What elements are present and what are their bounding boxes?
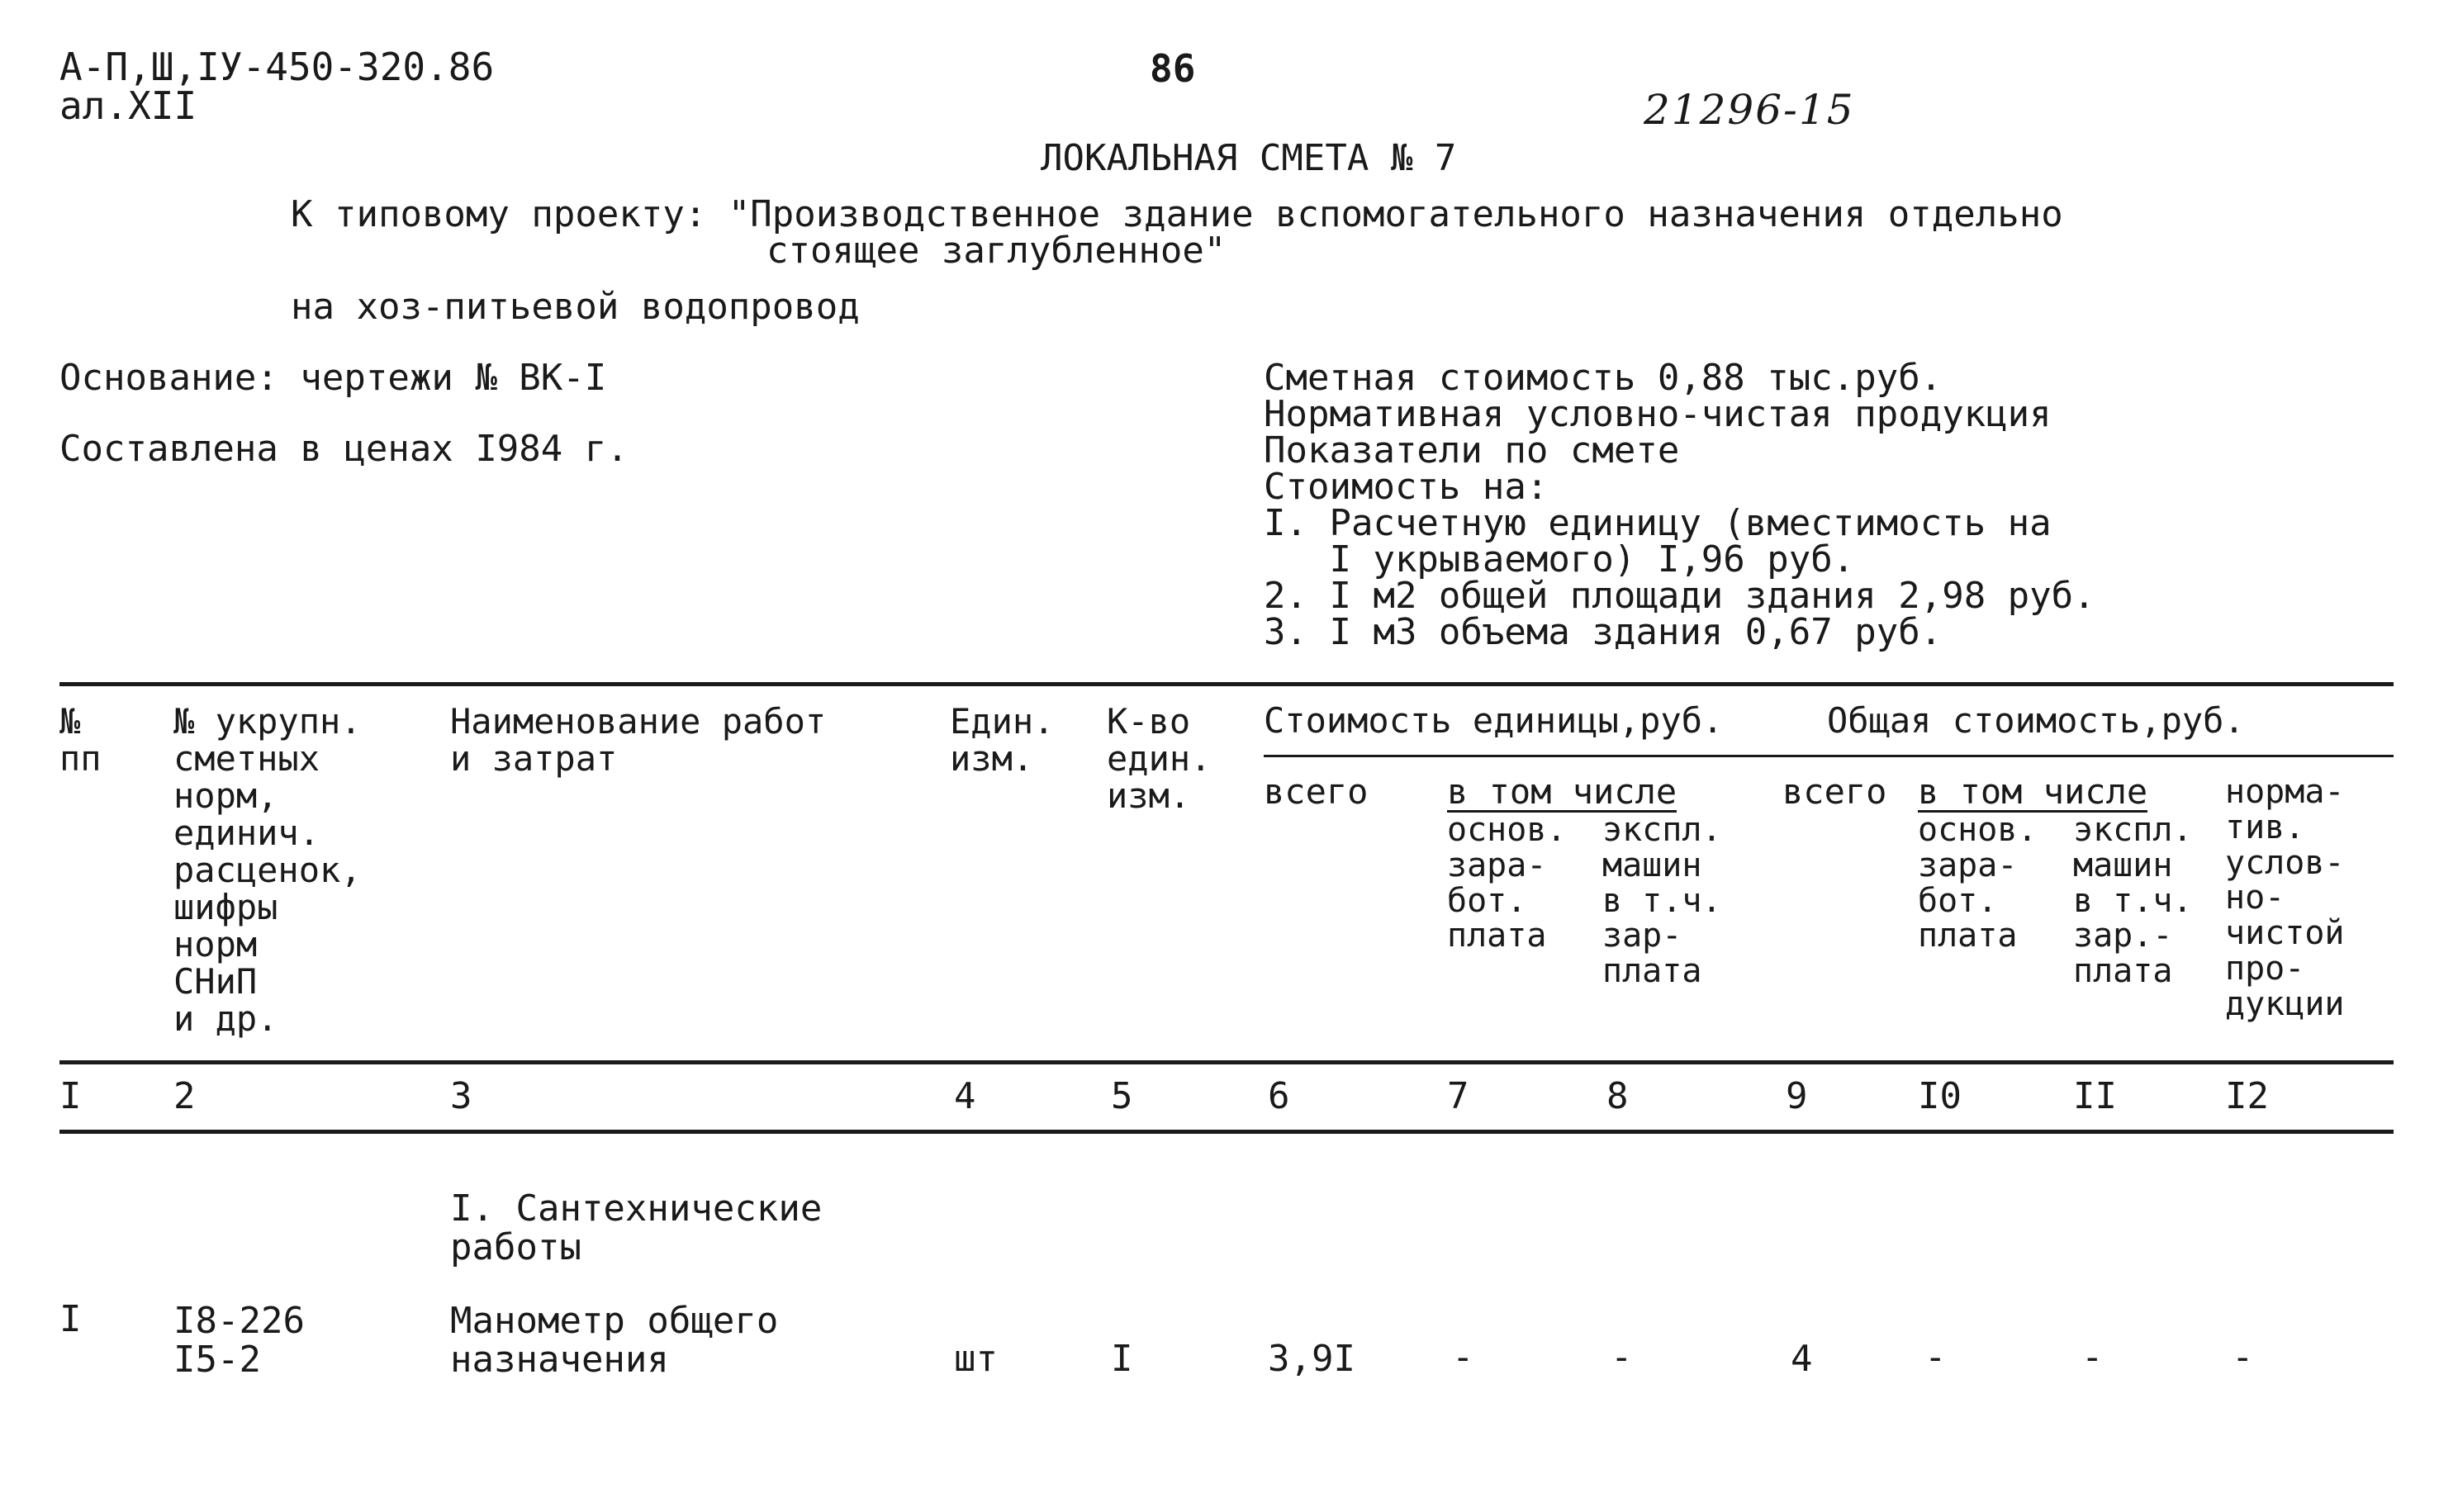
- column-number: 9: [1786, 1075, 1808, 1117]
- summary-line: 3. I м3 объема здания 0,67 руб.: [1264, 611, 1943, 653]
- header-tot-mach: экспл. машин в т.ч. зар.- плата: [2073, 811, 2193, 991]
- header-tot-norm: норма- тив. услов- но- чистой про- дукции: [2225, 773, 2345, 1023]
- row-unit-mach: -: [1611, 1336, 1633, 1378]
- row-num: I: [59, 1298, 82, 1340]
- header-unit: Един. изм.: [950, 701, 1055, 779]
- section-title: I. Сантехнические работы: [450, 1187, 823, 1269]
- column-number: I0: [1918, 1075, 1962, 1117]
- row-code: I8-226 I5-2: [173, 1300, 305, 1382]
- summary-line: Сметная стоимость 0,88 тыс.руб.: [1264, 357, 1943, 399]
- summary-line: I. Расчетную единицу (вместимость на: [1264, 502, 2052, 544]
- header-bottom-rule: [59, 1060, 2394, 1064]
- page-number: 86: [1150, 46, 1196, 91]
- header-unit-wage: основ. зара- бот. плата: [1447, 811, 1567, 955]
- column-numbers-rule: [59, 1130, 2394, 1134]
- column-number: I2: [2225, 1075, 2269, 1117]
- header-tot-total: всего: [1782, 771, 1887, 812]
- table-top-rule: [59, 682, 2394, 686]
- row-total: 4: [1791, 1338, 1813, 1380]
- summary-line: Нормативная условно-чистая продукция: [1264, 393, 2052, 435]
- row-total-wage: -: [1924, 1336, 1947, 1378]
- header-qty: К-во един. изм.: [1107, 701, 1212, 816]
- header-unit-cost: Стоимость единицы,руб.: [1264, 700, 1724, 741]
- header-tot-incl: в том числе: [1918, 771, 2148, 812]
- header-unit-mach: экспл. машин в т.ч. зар- плата: [1602, 811, 1722, 991]
- row-total-norm: -: [2232, 1336, 2254, 1378]
- prices-text: Составлена в ценах I984 г.: [59, 428, 629, 470]
- header-total-cost: Общая стоимость,руб.: [1827, 700, 2245, 741]
- doc-album: ал.XII: [59, 83, 197, 128]
- column-number: 3: [450, 1075, 472, 1117]
- column-number: 4: [954, 1075, 976, 1117]
- header-num: № пп: [59, 701, 102, 779]
- summary-line: 2. I м2 общей площади здания 2,98 руб.: [1264, 575, 2095, 617]
- row-name: Манометр общего назначения: [450, 1300, 779, 1382]
- basis-text: Основание: чертежи № ВК-I: [59, 357, 607, 399]
- project-line-1: К типовому проекту: "Производственное здание вспомогательного назначения отдельно: [291, 193, 2063, 235]
- estimate-subject: на хоз-питьевой водопровод: [291, 286, 860, 328]
- project-line-2: стоящее заглубленное": [766, 230, 1227, 272]
- doc-code: А-П,Ш,IУ-450-320.86: [59, 45, 495, 89]
- stamp-number: 21296-15: [1644, 86, 1855, 134]
- row-qty: I: [1111, 1338, 1133, 1380]
- row-total-mach: -: [2081, 1336, 2104, 1378]
- header-name: Наименование работ и затрат: [450, 701, 827, 779]
- summary-line: Показатели по смете: [1264, 429, 1680, 472]
- column-number: II: [2073, 1075, 2117, 1117]
- row-unit-wage: -: [1452, 1336, 1474, 1378]
- page-title: ЛОКАЛЬНАЯ СМЕТА № 7: [1041, 137, 1457, 179]
- cost-group-rule: [1264, 755, 2394, 757]
- column-number: 5: [1111, 1075, 1133, 1117]
- header-unit-total: всего: [1264, 771, 1369, 812]
- column-number: 2: [173, 1075, 196, 1117]
- header-code: № укрупн. сметных норм, единич. расценок, шифры норм СНиП и др.: [173, 701, 362, 1039]
- row-unit-total: 3,9I: [1268, 1338, 1355, 1380]
- column-number: 7: [1447, 1075, 1469, 1117]
- summary-line: Стоимость на:: [1264, 466, 1549, 508]
- summary-line: I укрываемого) I,96 руб.: [1264, 538, 1855, 581]
- header-tot-wage: основ. зара- бот. плата: [1918, 811, 2038, 955]
- row-unit: шт: [954, 1338, 998, 1380]
- column-number: 8: [1606, 1075, 1629, 1117]
- column-number: I: [59, 1075, 82, 1117]
- header-unit-incl: в том числе: [1447, 771, 1677, 812]
- column-number: 6: [1268, 1075, 1290, 1117]
